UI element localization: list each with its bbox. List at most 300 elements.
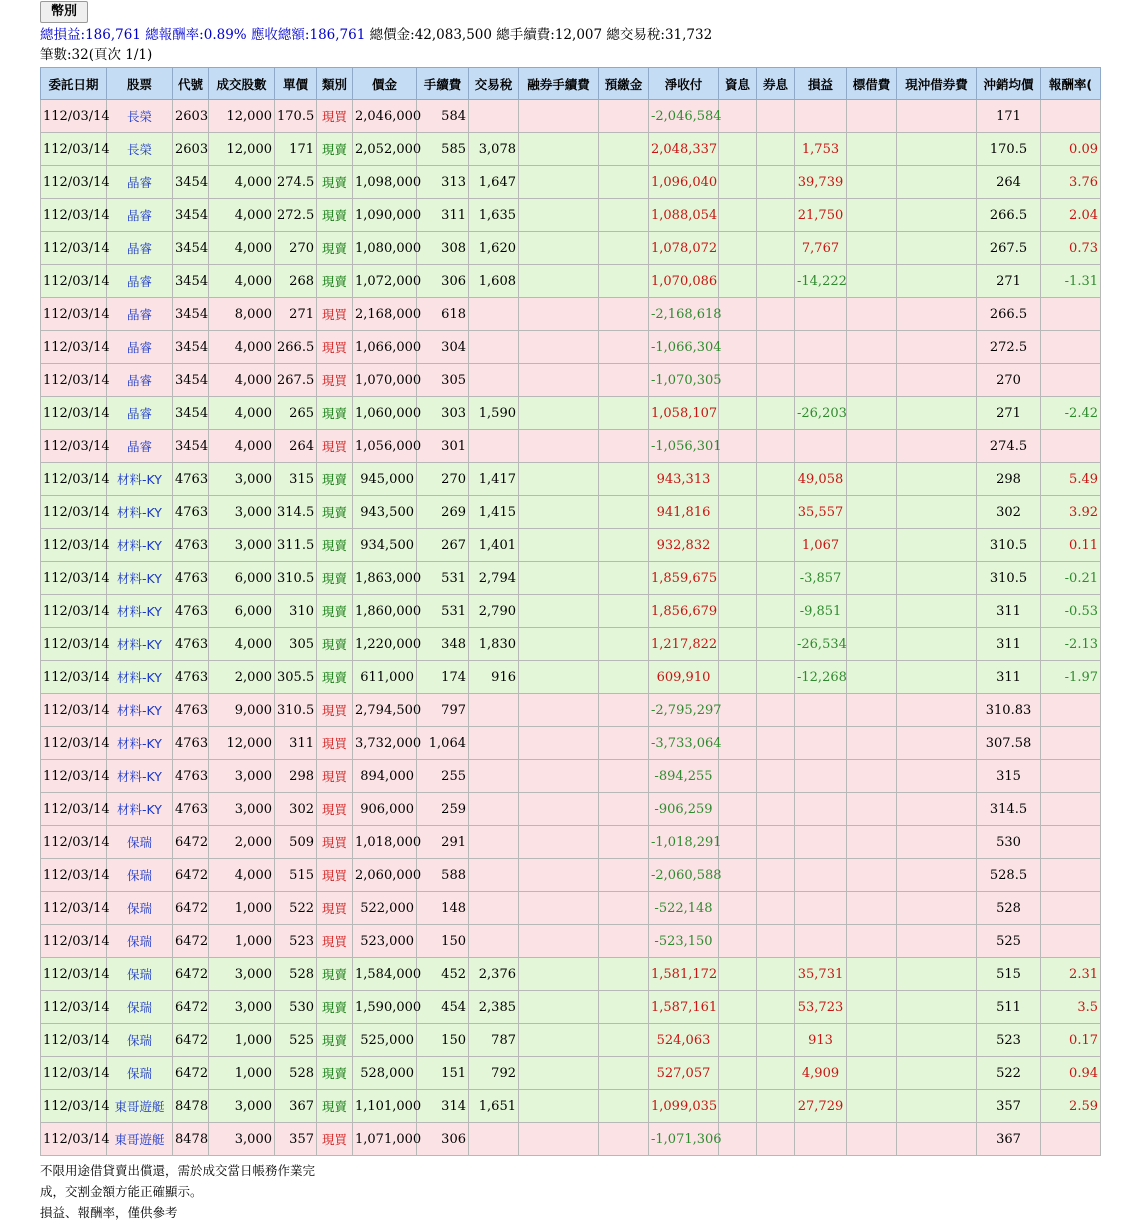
cell-pl: 27,729 bbox=[795, 1090, 847, 1123]
cell-code: 3454 bbox=[173, 331, 209, 364]
table-row[interactable] bbox=[41, 397, 1101, 430]
cell-price: 310.5 bbox=[275, 694, 317, 727]
cell-margin-interest bbox=[719, 826, 757, 859]
cell-roi: 5.49 bbox=[1041, 463, 1101, 496]
cell-prepaid bbox=[599, 463, 649, 496]
cell-fee: 797 bbox=[417, 694, 469, 727]
cell-amount: 1,056,000 bbox=[353, 430, 417, 463]
cell-borrow-fee bbox=[847, 364, 897, 397]
cell-margin-interest bbox=[719, 298, 757, 331]
table-row[interactable] bbox=[41, 100, 1101, 133]
col-header-net[interactable]: 淨收付 bbox=[649, 68, 719, 100]
table-row[interactable] bbox=[41, 562, 1101, 595]
cell-margin-interest bbox=[719, 793, 757, 826]
cell-stock: 晶睿 bbox=[107, 331, 173, 364]
cell-code: 4763 bbox=[173, 727, 209, 760]
cell-code: 6472 bbox=[173, 958, 209, 991]
cell-shares: 4,000 bbox=[209, 397, 275, 430]
table-row[interactable] bbox=[41, 364, 1101, 397]
cell-shares: 2,000 bbox=[209, 826, 275, 859]
cell-code: 4763 bbox=[173, 463, 209, 496]
cell-fee: 148 bbox=[417, 892, 469, 925]
cell-net: 941,816 bbox=[649, 496, 719, 529]
cell-prepaid bbox=[599, 529, 649, 562]
currency-button[interactable]: 幣別 bbox=[40, 1, 88, 23]
cell-stock: 保瑞 bbox=[107, 1057, 173, 1090]
cell-daytrade-fee bbox=[897, 232, 977, 265]
cell-fee: 174 bbox=[417, 661, 469, 694]
cell-code: 6472 bbox=[173, 859, 209, 892]
cell-shares: 3,000 bbox=[209, 991, 275, 1024]
table-row[interactable] bbox=[41, 727, 1101, 760]
cell-fee: 150 bbox=[417, 1024, 469, 1057]
cell-pl: 35,557 bbox=[795, 496, 847, 529]
cell-tax: 1,651 bbox=[469, 1090, 519, 1123]
cell-short-fee bbox=[519, 397, 599, 430]
cell-daytrade-fee bbox=[897, 793, 977, 826]
cell-stock: 材料-KY bbox=[107, 595, 173, 628]
total-roi-value: 0.89% bbox=[203, 27, 247, 43]
cell-short-interest bbox=[757, 199, 795, 232]
table-row[interactable] bbox=[41, 991, 1101, 1024]
cell-shares: 3,000 bbox=[209, 793, 275, 826]
cell-shares: 3,000 bbox=[209, 496, 275, 529]
cell-code: 3454 bbox=[173, 166, 209, 199]
cell-borrow-fee bbox=[847, 562, 897, 595]
cell-type: 現賣 bbox=[317, 166, 353, 199]
cell-net: -2,795,297 bbox=[649, 694, 719, 727]
cell-tax bbox=[469, 100, 519, 133]
table-row[interactable] bbox=[41, 958, 1101, 991]
cell-amount: 1,060,000 bbox=[353, 397, 417, 430]
cell-pl bbox=[795, 331, 847, 364]
cell-short-fee bbox=[519, 859, 599, 892]
cell-order-date: 112/03/14 bbox=[41, 958, 107, 991]
total-tax-value: 31,732 bbox=[664, 27, 713, 43]
cell-price: 302 bbox=[275, 793, 317, 826]
cell-tax: 2,385 bbox=[469, 991, 519, 1024]
table-row[interactable] bbox=[41, 430, 1101, 463]
cell-borrow-fee bbox=[847, 826, 897, 859]
cell-stock: 材料-KY bbox=[107, 562, 173, 595]
col-header-short-fee[interactable]: 融券手續費 bbox=[519, 68, 599, 100]
cell-avg-price: 311 bbox=[977, 595, 1041, 628]
col-header-borrow-fee[interactable]: 標借費 bbox=[847, 68, 897, 100]
table-row[interactable] bbox=[41, 166, 1101, 199]
cell-margin-interest bbox=[719, 463, 757, 496]
table-row[interactable] bbox=[41, 661, 1101, 694]
cell-prepaid bbox=[599, 628, 649, 661]
cell-margin-interest bbox=[719, 628, 757, 661]
cell-order-date: 112/03/14 bbox=[41, 298, 107, 331]
cell-price: 270 bbox=[275, 232, 317, 265]
cell-tax: 1,830 bbox=[469, 628, 519, 661]
cell-short-fee bbox=[519, 826, 599, 859]
cell-amount: 528,000 bbox=[353, 1057, 417, 1090]
table-row[interactable] bbox=[41, 694, 1101, 727]
cell-stock: 材料-KY bbox=[107, 628, 173, 661]
cell-net: -1,071,306 bbox=[649, 1123, 719, 1156]
cell-shares: 4,000 bbox=[209, 364, 275, 397]
cell-fee: 267 bbox=[417, 529, 469, 562]
table-row[interactable] bbox=[41, 859, 1101, 892]
trade-table-container[interactable] bbox=[40, 67, 1098, 1156]
cell-net: 1,587,161 bbox=[649, 991, 719, 1024]
cell-code: 4763 bbox=[173, 529, 209, 562]
cell-fee: 313 bbox=[417, 166, 469, 199]
cell-margin-interest bbox=[719, 166, 757, 199]
cell-type: 現買 bbox=[317, 859, 353, 892]
cell-code: 4763 bbox=[173, 760, 209, 793]
col-header-type[interactable]: 類別 bbox=[317, 68, 353, 100]
cell-borrow-fee bbox=[847, 925, 897, 958]
cell-fee: 452 bbox=[417, 958, 469, 991]
cell-amount: 1,066,000 bbox=[353, 331, 417, 364]
total-fee-label: 總手續費: bbox=[496, 27, 555, 43]
cell-fee: 618 bbox=[417, 298, 469, 331]
col-header-fee[interactable]: 手續費 bbox=[417, 68, 469, 100]
col-header-avg-price[interactable]: 沖銷均價 bbox=[977, 68, 1041, 100]
cell-avg-price: 302 bbox=[977, 496, 1041, 529]
cell-avg-price: 515 bbox=[977, 958, 1041, 991]
cell-net: 1,058,107 bbox=[649, 397, 719, 430]
cell-amount: 1,070,000 bbox=[353, 364, 417, 397]
cell-short-fee bbox=[519, 562, 599, 595]
cell-short-fee bbox=[519, 1024, 599, 1057]
cell-stock: 保瑞 bbox=[107, 826, 173, 859]
table-header-row bbox=[41, 68, 1101, 100]
cell-avg-price: 367 bbox=[977, 1123, 1041, 1156]
cell-roi: 0.11 bbox=[1041, 529, 1101, 562]
table-row[interactable] bbox=[41, 463, 1101, 496]
cell-daytrade-fee bbox=[897, 1057, 977, 1090]
cell-short-interest bbox=[757, 925, 795, 958]
cell-avg-price: 522 bbox=[977, 1057, 1041, 1090]
cell-short-interest bbox=[757, 1057, 795, 1090]
col-header-stock[interactable]: 股票 bbox=[107, 68, 173, 100]
cell-margin-interest bbox=[719, 694, 757, 727]
cell-order-date: 112/03/14 bbox=[41, 1123, 107, 1156]
cell-pl bbox=[795, 100, 847, 133]
cell-tax: 2,376 bbox=[469, 958, 519, 991]
cell-net: -2,060,588 bbox=[649, 859, 719, 892]
cell-borrow-fee bbox=[847, 331, 897, 364]
cell-prepaid bbox=[599, 595, 649, 628]
table-row[interactable] bbox=[41, 892, 1101, 925]
cell-order-date: 112/03/14 bbox=[41, 1024, 107, 1057]
cell-short-fee bbox=[519, 430, 599, 463]
cell-prepaid bbox=[599, 232, 649, 265]
cell-borrow-fee bbox=[847, 1057, 897, 1090]
cell-shares: 2,000 bbox=[209, 661, 275, 694]
cell-price: 311 bbox=[275, 727, 317, 760]
cell-pl bbox=[795, 925, 847, 958]
cell-order-date: 112/03/14 bbox=[41, 991, 107, 1024]
cell-margin-interest bbox=[719, 430, 757, 463]
cell-fee: 314 bbox=[417, 1090, 469, 1123]
cell-tax: 2,790 bbox=[469, 595, 519, 628]
table-row[interactable] bbox=[41, 1090, 1101, 1123]
cell-pl: -26,534 bbox=[795, 628, 847, 661]
cell-code: 6472 bbox=[173, 991, 209, 1024]
cell-daytrade-fee bbox=[897, 463, 977, 496]
cell-net: -523,150 bbox=[649, 925, 719, 958]
cell-margin-interest bbox=[719, 1024, 757, 1057]
cell-net: -1,070,305 bbox=[649, 364, 719, 397]
cell-avg-price: 315 bbox=[977, 760, 1041, 793]
table-row[interactable] bbox=[41, 232, 1101, 265]
cell-net: -1,018,291 bbox=[649, 826, 719, 859]
cell-stock: 晶睿 bbox=[107, 265, 173, 298]
col-header-margin-interest[interactable]: 資息 bbox=[719, 68, 757, 100]
col-header-short-interest[interactable]: 券息 bbox=[757, 68, 795, 100]
footnote-line: 不限用途借貸賣出償還，需於成交當日帳務作業完 bbox=[40, 1163, 316, 1178]
cell-daytrade-fee bbox=[897, 826, 977, 859]
cell-borrow-fee bbox=[847, 1024, 897, 1057]
cell-prepaid bbox=[599, 100, 649, 133]
cell-amount: 906,000 bbox=[353, 793, 417, 826]
cell-code: 3454 bbox=[173, 430, 209, 463]
cell-roi bbox=[1041, 331, 1101, 364]
cell-net: 1,217,822 bbox=[649, 628, 719, 661]
cell-daytrade-fee bbox=[897, 397, 977, 430]
cell-price: 367 bbox=[275, 1090, 317, 1123]
cell-prepaid bbox=[599, 958, 649, 991]
cell-pl: 1,753 bbox=[795, 133, 847, 166]
cell-short-fee bbox=[519, 463, 599, 496]
cell-stock: 晶睿 bbox=[107, 397, 173, 430]
cell-fee: 151 bbox=[417, 1057, 469, 1090]
total-tax-label: 總交易稅: bbox=[606, 27, 665, 43]
cell-roi bbox=[1041, 826, 1101, 859]
cell-daytrade-fee bbox=[897, 727, 977, 760]
cell-avg-price: 298 bbox=[977, 463, 1041, 496]
cell-daytrade-fee bbox=[897, 694, 977, 727]
cell-margin-interest bbox=[719, 991, 757, 1024]
cell-avg-price: 511 bbox=[977, 991, 1041, 1024]
cell-tax: 1,401 bbox=[469, 529, 519, 562]
cell-amount: 2,060,000 bbox=[353, 859, 417, 892]
cell-fee: 531 bbox=[417, 562, 469, 595]
cell-stock: 材料-KY bbox=[107, 661, 173, 694]
cell-prepaid bbox=[599, 562, 649, 595]
cell-shares: 3,000 bbox=[209, 1090, 275, 1123]
table-row[interactable] bbox=[41, 1024, 1101, 1057]
table-row[interactable] bbox=[41, 628, 1101, 661]
cell-amount: 1,098,000 bbox=[353, 166, 417, 199]
cell-short-interest bbox=[757, 958, 795, 991]
cell-fee: 1,064 bbox=[417, 727, 469, 760]
cell-shares: 12,000 bbox=[209, 100, 275, 133]
cell-short-fee bbox=[519, 694, 599, 727]
cell-short-fee bbox=[519, 727, 599, 760]
cell-price: 267.5 bbox=[275, 364, 317, 397]
cell-short-interest bbox=[757, 298, 795, 331]
cell-short-interest bbox=[757, 166, 795, 199]
cell-code: 4763 bbox=[173, 694, 209, 727]
table-row[interactable] bbox=[41, 133, 1101, 166]
cell-short-interest bbox=[757, 1024, 795, 1057]
cell-margin-interest bbox=[719, 859, 757, 892]
cell-price: 357 bbox=[275, 1123, 317, 1156]
cell-short-interest bbox=[757, 397, 795, 430]
cell-amount: 1,860,000 bbox=[353, 595, 417, 628]
table-row[interactable] bbox=[41, 265, 1101, 298]
cell-short-fee bbox=[519, 265, 599, 298]
cell-borrow-fee bbox=[847, 265, 897, 298]
cell-type: 現賣 bbox=[317, 628, 353, 661]
cell-shares: 1,000 bbox=[209, 1057, 275, 1090]
table-row[interactable] bbox=[41, 1057, 1101, 1090]
cell-order-date: 112/03/14 bbox=[41, 529, 107, 562]
cell-short-fee bbox=[519, 661, 599, 694]
col-header-prepaid[interactable]: 預繳金 bbox=[599, 68, 649, 100]
cell-roi bbox=[1041, 430, 1101, 463]
cell-daytrade-fee bbox=[897, 364, 977, 397]
cell-stock: 保瑞 bbox=[107, 958, 173, 991]
cell-daytrade-fee bbox=[897, 562, 977, 595]
cell-borrow-fee bbox=[847, 232, 897, 265]
cell-net: 1,078,072 bbox=[649, 232, 719, 265]
cell-borrow-fee bbox=[847, 892, 897, 925]
cell-tax bbox=[469, 925, 519, 958]
table-row[interactable] bbox=[41, 199, 1101, 232]
cell-net: -906,259 bbox=[649, 793, 719, 826]
cell-pl: 7,767 bbox=[795, 232, 847, 265]
cell-daytrade-fee bbox=[897, 760, 977, 793]
cell-fee: 305 bbox=[417, 364, 469, 397]
cell-roi: -2.42 bbox=[1041, 397, 1101, 430]
cell-margin-interest bbox=[719, 199, 757, 232]
cell-net: 1,859,675 bbox=[649, 562, 719, 595]
col-header-amount[interactable]: 價金 bbox=[353, 68, 417, 100]
col-header-tax[interactable]: 交易稅 bbox=[469, 68, 519, 100]
cell-prepaid bbox=[599, 793, 649, 826]
cell-order-date: 112/03/14 bbox=[41, 694, 107, 727]
cell-stock: 保瑞 bbox=[107, 991, 173, 1024]
table-row[interactable] bbox=[41, 793, 1101, 826]
cell-tax bbox=[469, 760, 519, 793]
cell-avg-price: 311 bbox=[977, 628, 1041, 661]
trade-table bbox=[40, 67, 1101, 1156]
cell-net: 1,581,172 bbox=[649, 958, 719, 991]
cell-amount: 943,500 bbox=[353, 496, 417, 529]
cell-margin-interest bbox=[719, 727, 757, 760]
cell-short-interest bbox=[757, 694, 795, 727]
cell-stock: 晶睿 bbox=[107, 430, 173, 463]
cell-pl: 4,909 bbox=[795, 1057, 847, 1090]
cell-code: 3454 bbox=[173, 298, 209, 331]
col-header-price[interactable]: 單價 bbox=[275, 68, 317, 100]
cell-stock: 長榮 bbox=[107, 100, 173, 133]
cell-amount: 1,863,000 bbox=[353, 562, 417, 595]
cell-pl: 1,067 bbox=[795, 529, 847, 562]
cell-short-fee bbox=[519, 760, 599, 793]
cell-pl bbox=[795, 364, 847, 397]
cell-fee: 306 bbox=[417, 265, 469, 298]
col-header-order-date[interactable]: 委託日期 bbox=[41, 68, 107, 100]
cell-net: -2,046,584 bbox=[649, 100, 719, 133]
cell-amount: 1,072,000 bbox=[353, 265, 417, 298]
table-row[interactable] bbox=[41, 1123, 1101, 1156]
cell-short-interest bbox=[757, 991, 795, 1024]
cell-margin-interest bbox=[719, 595, 757, 628]
cell-short-interest bbox=[757, 1090, 795, 1123]
cell-margin-interest bbox=[719, 496, 757, 529]
cell-amount: 525,000 bbox=[353, 1024, 417, 1057]
cell-avg-price: 530 bbox=[977, 826, 1041, 859]
cell-shares: 4,000 bbox=[209, 232, 275, 265]
cell-price: 525 bbox=[275, 1024, 317, 1057]
cell-prepaid bbox=[599, 331, 649, 364]
col-header-daytrade-fee[interactable]: 現沖借券費 bbox=[897, 68, 977, 100]
cell-fee: 306 bbox=[417, 1123, 469, 1156]
cell-amount: 1,101,000 bbox=[353, 1090, 417, 1123]
cell-shares: 4,000 bbox=[209, 430, 275, 463]
table-row[interactable] bbox=[41, 529, 1101, 562]
cell-order-date: 112/03/14 bbox=[41, 430, 107, 463]
cell-tax: 1,415 bbox=[469, 496, 519, 529]
cell-order-date: 112/03/14 bbox=[41, 463, 107, 496]
cell-amount: 611,000 bbox=[353, 661, 417, 694]
table-row[interactable] bbox=[41, 925, 1101, 958]
col-header-roi[interactable]: 報酬率( bbox=[1041, 68, 1101, 100]
table-row[interactable] bbox=[41, 595, 1101, 628]
cell-short-interest bbox=[757, 892, 795, 925]
cell-roi bbox=[1041, 100, 1101, 133]
cell-net: 943,313 bbox=[649, 463, 719, 496]
cell-tax: 1,647 bbox=[469, 166, 519, 199]
cell-prepaid bbox=[599, 199, 649, 232]
col-header-shares[interactable]: 成交股數 bbox=[209, 68, 275, 100]
cell-borrow-fee bbox=[847, 496, 897, 529]
cell-code: 3454 bbox=[173, 199, 209, 232]
cell-code: 6472 bbox=[173, 1057, 209, 1090]
cell-roi bbox=[1041, 793, 1101, 826]
cell-type: 現買 bbox=[317, 925, 353, 958]
cell-type: 現賣 bbox=[317, 529, 353, 562]
table-row[interactable] bbox=[41, 826, 1101, 859]
table-row[interactable] bbox=[41, 298, 1101, 331]
cell-amount: 2,046,000 bbox=[353, 100, 417, 133]
cell-prepaid bbox=[599, 166, 649, 199]
cell-avg-price: 266.5 bbox=[977, 298, 1041, 331]
cell-price: 264 bbox=[275, 430, 317, 463]
cell-net: 527,057 bbox=[649, 1057, 719, 1090]
cell-short-fee bbox=[519, 100, 599, 133]
cell-short-interest bbox=[757, 562, 795, 595]
cell-order-date: 112/03/14 bbox=[41, 496, 107, 529]
cell-type: 現賣 bbox=[317, 1057, 353, 1090]
cell-avg-price: 310.5 bbox=[977, 562, 1041, 595]
col-header-code[interactable]: 代號 bbox=[173, 68, 209, 100]
cell-short-interest bbox=[757, 628, 795, 661]
cell-price: 515 bbox=[275, 859, 317, 892]
cell-borrow-fee bbox=[847, 958, 897, 991]
cell-shares: 8,000 bbox=[209, 298, 275, 331]
cell-pl: -12,268 bbox=[795, 661, 847, 694]
cell-stock: 保瑞 bbox=[107, 925, 173, 958]
table-row[interactable] bbox=[41, 331, 1101, 364]
col-header-pl[interactable]: 損益 bbox=[795, 68, 847, 100]
cell-order-date: 112/03/14 bbox=[41, 859, 107, 892]
cell-fee: 588 bbox=[417, 859, 469, 892]
table-row[interactable] bbox=[41, 760, 1101, 793]
cell-tax: 1,417 bbox=[469, 463, 519, 496]
cell-daytrade-fee bbox=[897, 496, 977, 529]
table-row[interactable] bbox=[41, 496, 1101, 529]
cell-roi bbox=[1041, 1123, 1101, 1156]
